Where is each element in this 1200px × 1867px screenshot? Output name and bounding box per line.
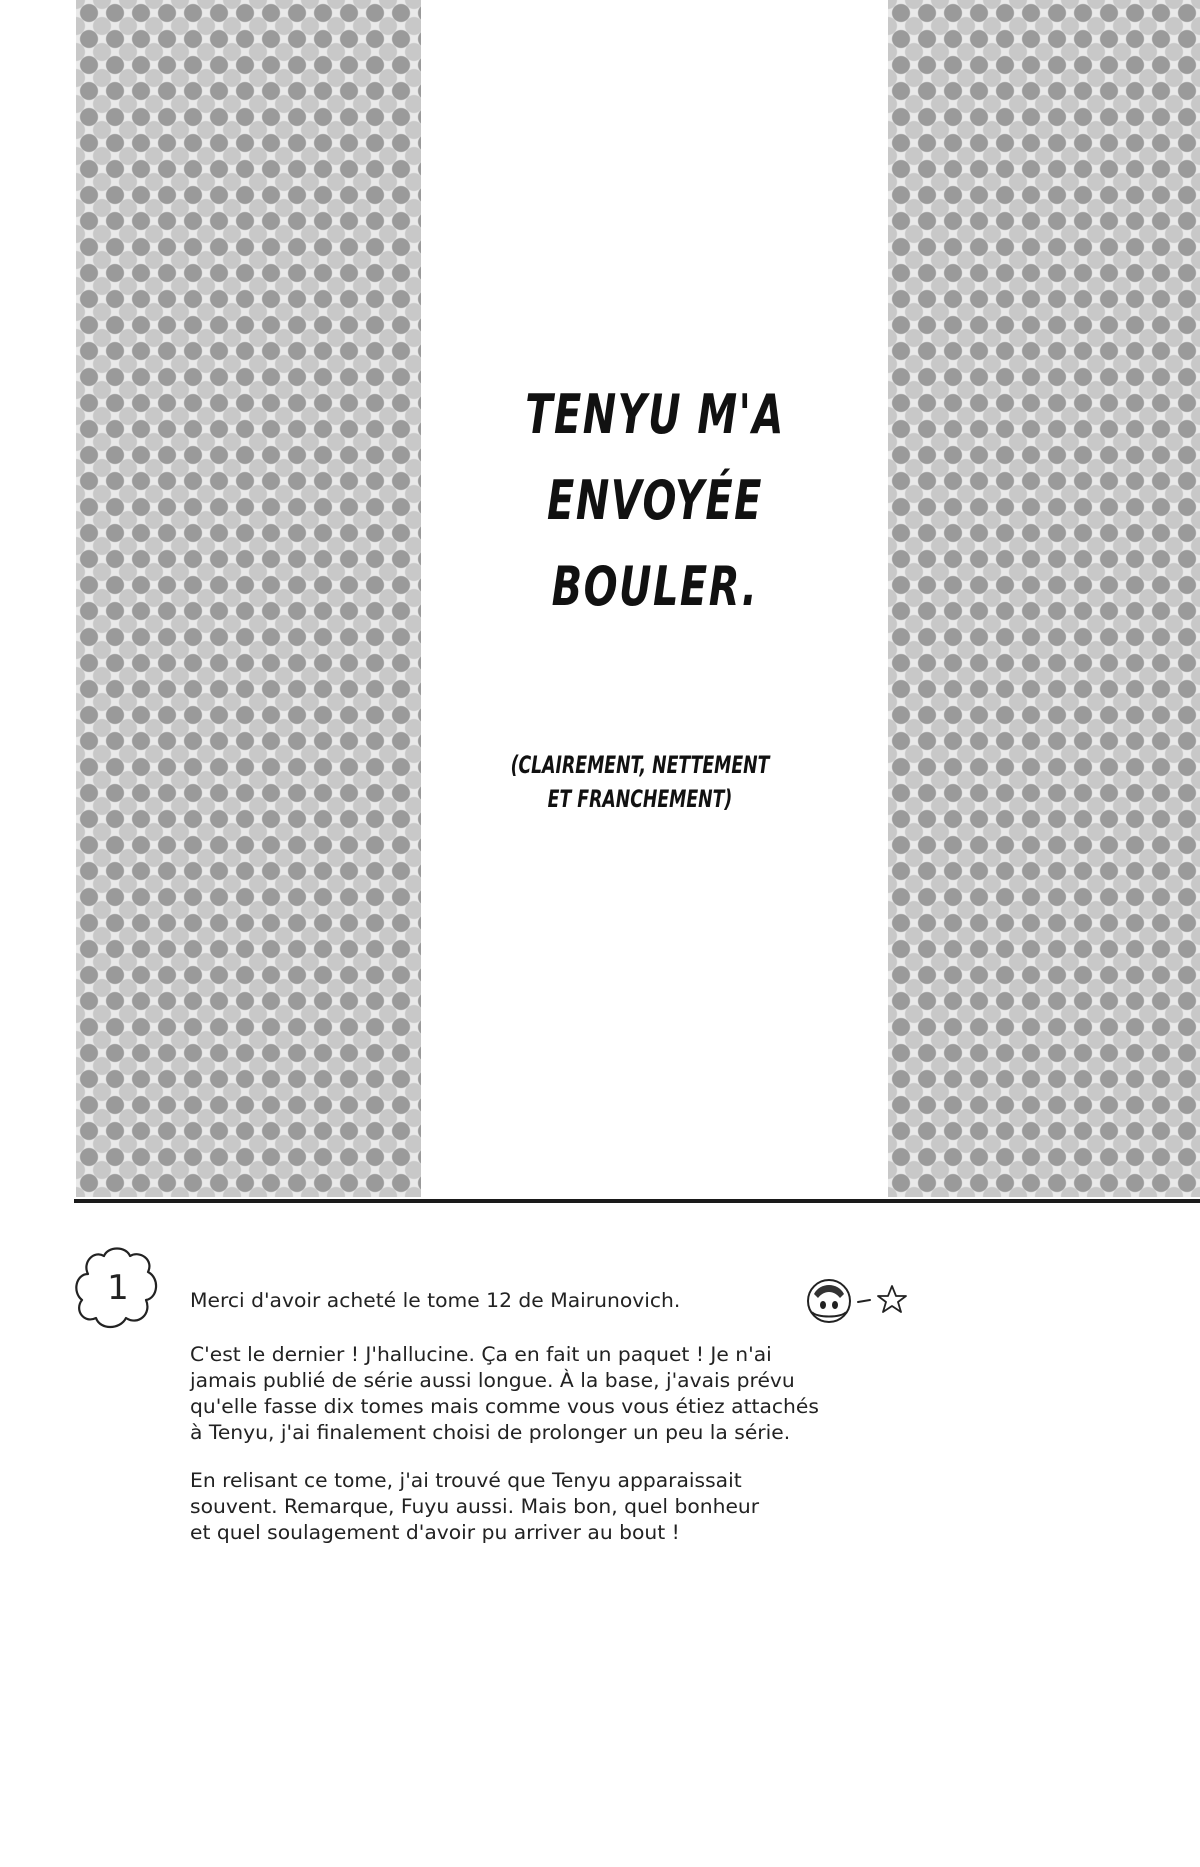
note-line: souvent. Remarque, Fuyu aussi. Mais bon, quel bonheur [190, 1495, 760, 1518]
panel-subtitle [489, 748, 791, 816]
note-line: qu'elle fasse dix tomes mais comme vous vous étiez attachés [190, 1395, 819, 1418]
heading-line: ENVOYÉE [547, 469, 763, 532]
heading-line: TENYU M'A [525, 383, 785, 446]
note-paragraph [190, 1468, 1022, 1546]
note-number: 1 [107, 1268, 129, 1308]
subtitle-line: ET FRANCHEMENT) [547, 785, 733, 813]
note-line: et quel soulagement d'avoir pu arriver au bout ! [190, 1521, 680, 1544]
subtitle-line: (CLAIREMENT, NETTEMENT [510, 751, 770, 779]
note-intro: Merci d'avoir acheté le tome 12 de Mairunovich. [190, 1289, 681, 1312]
halftone-dot-pattern-left [76, 0, 421, 1197]
note-line: C'est le dernier ! J'hallucine. Ça en fait un paquet ! Je n'ai [190, 1343, 772, 1366]
note-line: jamais publié de série aussi longue. À la base, j'avais prévu [190, 1369, 795, 1392]
note-paragraph [190, 1342, 1022, 1446]
note-line: En relisant ce tome, j'ai trouvé que Tenyu apparaissait [190, 1469, 742, 1492]
note-line: à Tenyu, j'ai finalement choisi de prolonger un peu la série. [190, 1421, 791, 1444]
halftone-dot-pattern-right [888, 0, 1200, 1197]
panel-bottom-border [74, 1199, 1200, 1203]
heading-line: BOULER. [551, 555, 759, 618]
panel-heading [489, 372, 822, 630]
author-note [190, 1288, 1022, 1568]
